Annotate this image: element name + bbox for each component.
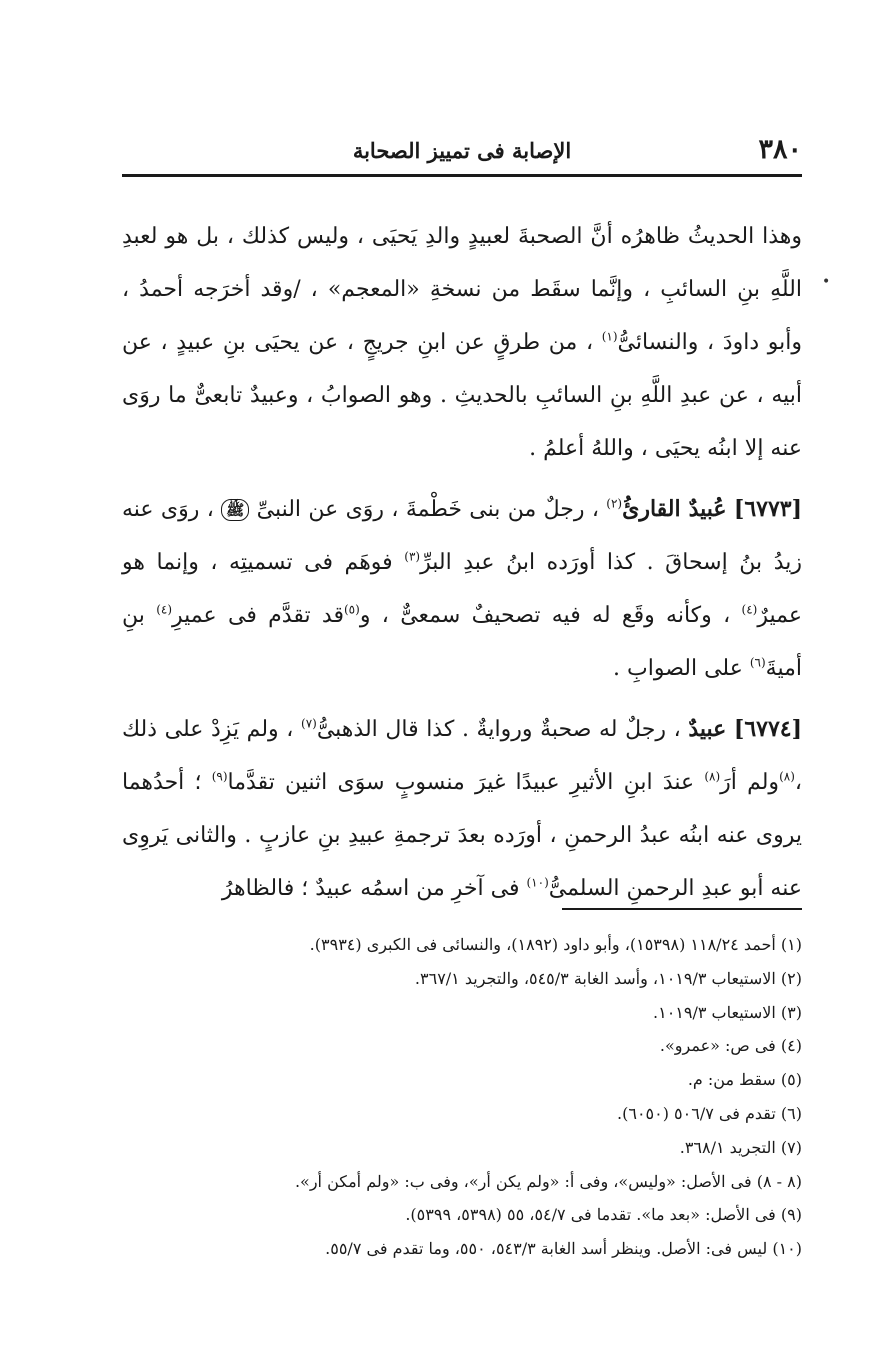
footnote-item: (٩) فى الأصل: «بعد ما». تقدما فى ٥٤/٧، ٥٥ (٥٣٩٨، ٥٣٩٩). [405,1205,802,1225]
page-number: ٣٨٠ [758,134,802,165]
footnote-item: (٢) الاستيعاب ١٠١٩/٣، وأسد الغابة ٥٤٥/٣، والتجريد ٣٦٧/١. [414,968,802,988]
footnote-ref: (٤) [741,602,758,617]
text-run: ، من طرقٍ عن ابنِ جريجٍ ، عن يحيَى بنِ عبيدٍ ، عن أبيه ، عن عبدِ اللَّهِ بنِ السائبِ بالحديثِ . وهو الصوابُ ، وعبيدٌ تابعىٌّ ما روَى عنه إلا ابنُه يحيَى ، واللهُ أعلمُ . [122,330,802,461]
text-run: عندَ ابنِ الأثيرِ عبيدًا غيرَ منسوبٍ سوَى اثنين تقدَّما [227,770,695,795]
footnote-item: (٧) التجريد ٣٦٨/١. [679,1137,802,1157]
footnote-ref: (٨) [779,769,795,784]
header-rule [122,174,802,177]
entry-6773 [122,483,802,695]
footnote-rule [562,908,802,910]
footnote-ref: (١) [601,329,618,344]
text-run: وهذا الحديثُ ظاهرُه أنَّ الصحبةَ لعبيدٍ والدِ يَحيَى ، وليس كذلك ، بل هو لعبدِ اللَّهِ بنِ السائبِ ، وإنَّما سقَط من نسخةِ «المعجم» ، /وقد أخرَجه أحمدُ ، وأبو داودَ ، والنسائىُّ [122,224,802,355]
text-run: ، ولم يَزِدْ على ذلك ، [122,717,802,795]
footnote-ref: (٩) [211,769,228,784]
entry-number: [٦٧٧٤] [733,716,803,742]
text-run: ولم أرَ [720,770,780,795]
page-header [122,130,802,170]
text-run: على الصوابِ . [613,656,743,681]
honorific-glyph: ﷺ [221,499,249,521]
entry-number: [٦٧٧٣] [733,496,803,522]
footnote-item: (١) أحمد ١١٨/٢٤ (١٥٣٩٨)، وأبو داود (١٨٩٢)، والنسائى فى الكبرى (٣٩٣٤). [309,935,802,954]
text-run: ، وكأنه وقَع له فيه تصحيفٌ سمعىٌّ ، و [359,603,731,628]
footnote-ref: (٦) [749,655,766,670]
footnote-ref: (٨) [704,769,721,784]
footnote-item: (٨ - ٨) فى الأصل: «وليس»، وفى أ: «ولم يكن أر»، وفى ب: «ولم أمكن أر». [294,1171,802,1191]
footnote-ref: (٢) [606,496,623,511]
running-title: الإصابة فى تمييز الصحابة [352,138,572,163]
footnote-ref: (٧) [301,716,317,731]
entry-name: عُبيدٌ القارئُ [622,496,727,522]
main-text [122,210,802,915]
footnotes-list [122,928,802,1266]
footnote-item: (٥) سقط من: م. [687,1070,802,1090]
text-run: بنِ أميةَ [122,603,802,681]
book-page [122,130,803,1259]
footnote-ref: (٣) [404,549,421,564]
text-run: فوهَم فى تسميتِه ، وإنما هو عميرٌ [122,550,802,628]
footnote-ref: (٥) [343,602,360,617]
text-run: قد تقدَّم فى عميرِ [172,603,344,628]
text-run: ، رجلٌ له صحبةٌ وروايةٌ . كذا قال الذهبىُّ [316,717,681,742]
footnote-item: (٣) الاستيعاب ١٠١٩/٣. [653,1002,802,1022]
footnote-item: (٤) فى ص: «عمرو». [659,1036,802,1056]
paragraph-hadith-note [122,210,802,475]
entry-name: عبيدٌ [688,716,727,742]
footnote-ref: (١٠) [526,875,549,890]
entry-6774 [122,703,802,915]
text-run: ، رجلٌ من بنى خَطْمةَ ، روَى عن النبىِّ [256,497,599,522]
text-run: فى آخرِ من اسمُه عبيدٌ ؛ فالظاهرُ [221,876,520,901]
footnote-ref: (٤) [156,602,173,617]
margin-mark: • [822,274,831,290]
footnote-item: (١٠) ليس فى: الأصل. وينظر أسد الغابة ٥٤٣/٣، ٥٥٠، وما تقدم فى ٥٥/٧. [325,1239,802,1259]
text-run: ، روَى عنه زيدُ بنُ إسحاقَ . كذا أورَده ابنُ عبدِ البرِّ [122,497,802,575]
footnote-item: (٦) تقدم فى ٥٠٦/٧ (٦٠٥٠). [617,1103,802,1123]
text-run: ؛ أحدُهما يروى عنه ابنُه عبدُ الرحمنِ ، أورَده بعدَ ترجمةِ عبيدِ بنِ عازبٍ . والثانى يَروِى عنه أبو عبدِ الرحمنِ السلمىُّ [122,770,802,901]
